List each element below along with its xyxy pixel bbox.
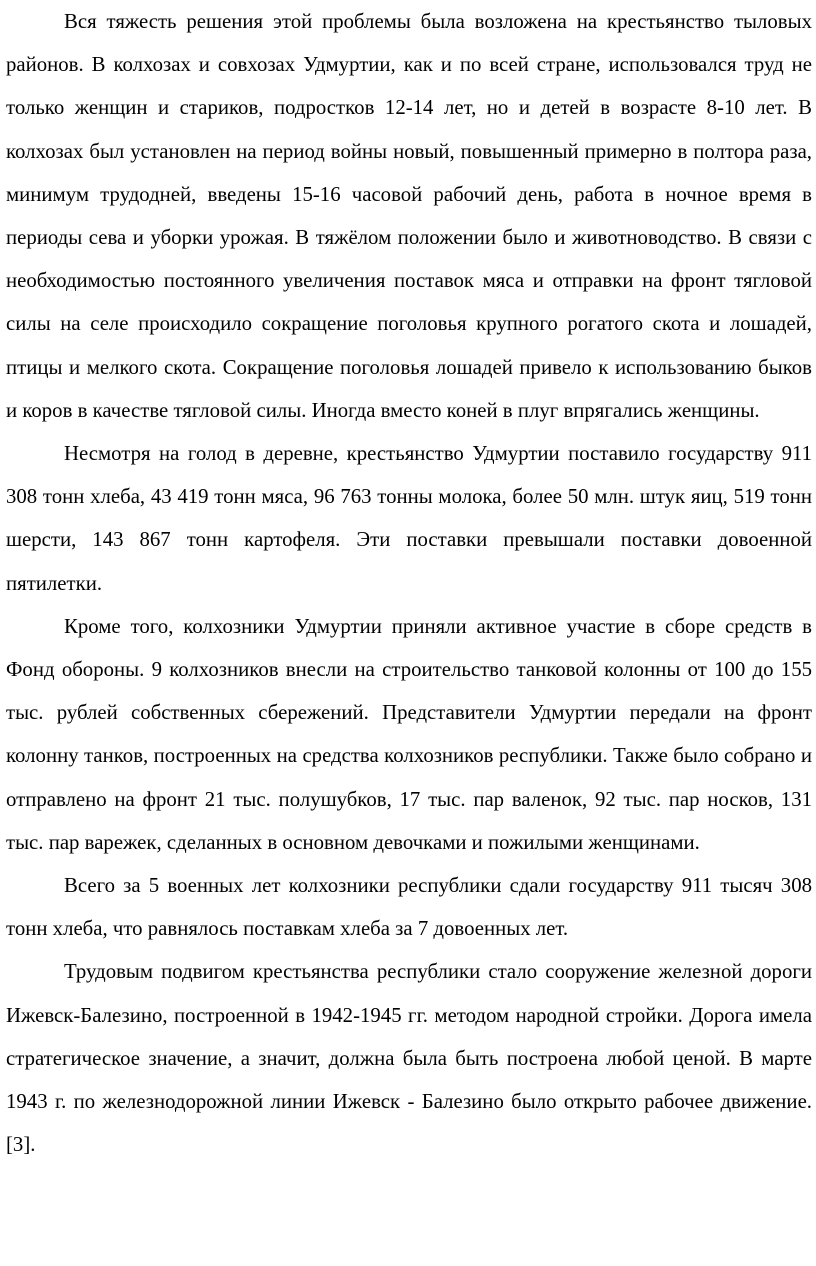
paragraph-state-deliveries: Несмотря на голод в деревне, крестьянство Удмуртии поставило государству 911 308 тонн хлеба, 43 419 тонн мяса, 96 763 тонны молока, более 50 млн. штук яиц, 519 тонн шерсти, 143 867 тонн картофеля. Эти поставки превышали поставки довоенной пятилетки. (6, 442, 812, 595)
document-page (6, 0, 812, 1166)
paragraph-peasant-labor: Вся тяжесть решения этой проблемы была возложена на крестьянство тыловых районов. В колхозах и совхозах Удмуртии, как и по всей стране, использовался труд не только женщин и стариков, подростков 12-14 лет, но и детей в возрасте 8-10 лет. В колхозах был установлен на период войны новый, повышенный примерно в полтора раза, минимум трудодней, введены 15-16 часовой рабочий день, работа в ночное время в периоды сева и уборки урожая. В тяжёлом положении было и животноводство. В связи с необходимостью постоянного увеличения поставок мяса и отправки на фронт тягловой силы на селе происходило сокращение поголовья крупного рогатого скота и лошадей, птицы и мелкого скота. Сокращение поголовья лошадей привело к использованию быков и коров в качестве тягловой силы. Иногда вместо коней в плуг впрягались женщины. (6, 10, 812, 422)
paragraph-railway: Трудовым подвигом крестьянства республики стало сооружение железной дороги Ижевск-Балезино, построенной в 1942-1945 гг. методом народной стройки. Дорога имела стратегическое значение, а значит, должна была быть построена любой ценой. В марте 1943 г. по железнодорожной линии Ижевск - Балезино было открыто рабочее движение.[3]. (6, 960, 812, 1157)
paragraph-defense-fund: Кроме того, колхозники Удмуртии приняли активное участие в сборе средств в Фонд обороны. 9 колхозников внесли на строительство танковой колонны от 100 до 155 тыс. рублей собственных сбережений. Представители Удмуртии передали на фронт колонну танков, построенных на средства колхозников республики. Также было собрано и отправлено на фронт 21 тыс. полушубков, 17 тыс. пар валенок, 92 тыс. пар носков, 131 тыс. пар варежек, сделанных в основном девочками и пожилыми женщинами. (6, 614, 812, 854)
paragraph-grain-total: Всего за 5 военных лет колхозники республики сдали государству 911 тысяч 308 тонн хлеба, что равнялось поставкам хлеба за 7 довоенных лет. (6, 874, 812, 941)
